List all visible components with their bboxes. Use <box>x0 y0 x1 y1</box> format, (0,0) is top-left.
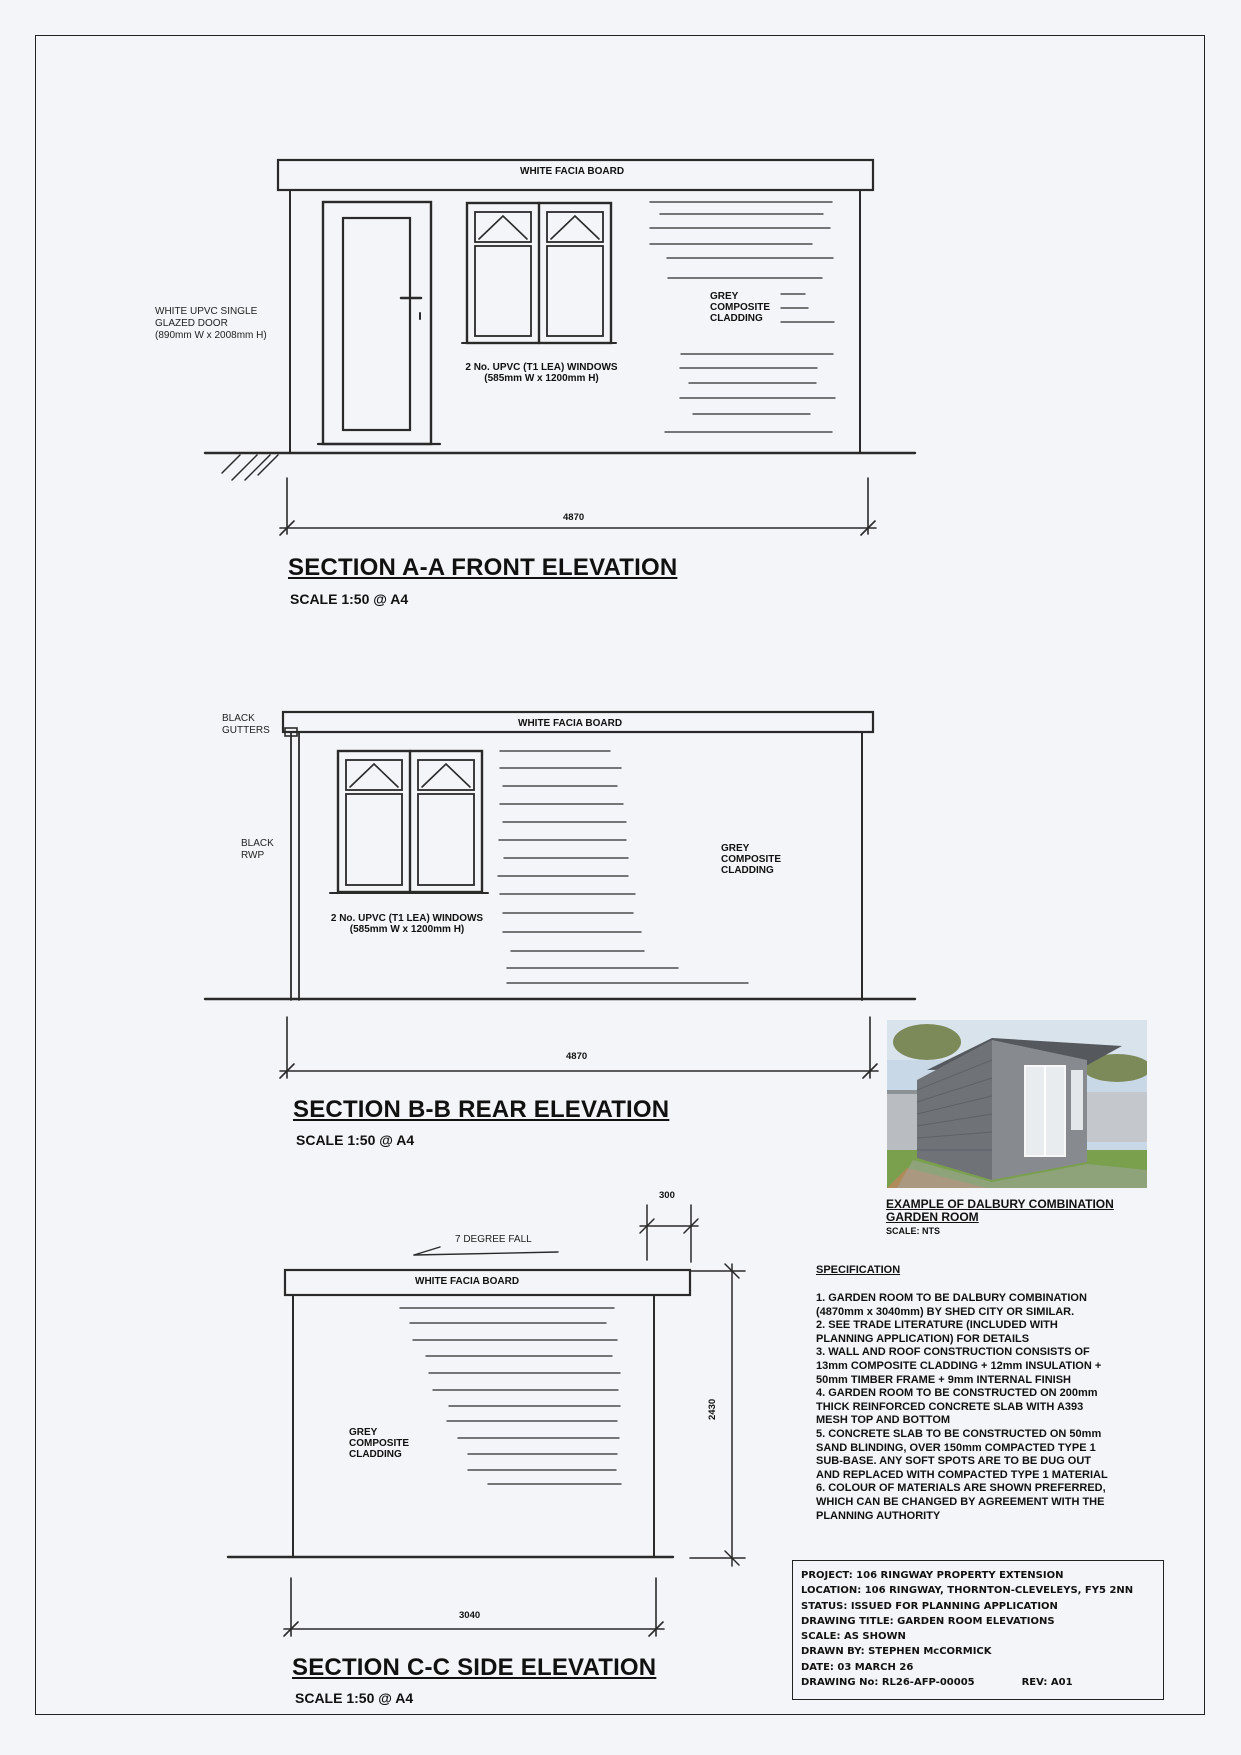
rear-cladding-label-line: GREY <box>721 843 750 854</box>
specification-line: (4870mm x 3040mm) BY SHED CITY OR SIMILAR. <box>816 1305 1075 1318</box>
garden-room-example-photo <box>887 1020 1147 1188</box>
overhang-dimension <box>640 1205 698 1262</box>
rear-elevation <box>205 712 915 1078</box>
specification-line: PLANNING AUTHORITY <box>816 1509 941 1522</box>
front-windows-label <box>459 362 624 384</box>
front-elevation-title: SECTION A-A FRONT ELEVATION <box>288 554 678 581</box>
rear-cladding-label-line: CLADDING <box>721 865 774 876</box>
side-dimension-line <box>284 1578 664 1636</box>
side-cladding-label <box>349 1427 409 1460</box>
front-windows-label-line: 2 No. UPVC (T1 LEA) WINDOWS <box>465 362 618 373</box>
front-windows-label-line: (585mm W x 1200mm H) <box>484 373 599 384</box>
title-block-drawing-title: DRAWING TITLE: GARDEN ROOM ELEVATIONS <box>801 1615 1055 1627</box>
title-block-status: STATUS: ISSUED FOR PLANNING APPLICATION <box>801 1600 1058 1612</box>
title-block <box>792 1560 1164 1700</box>
gutters-label-line: GUTTERS <box>222 725 270 736</box>
specification-line: 5. CONCRETE SLAB TO BE CONSTRUCTED ON 50mm <box>816 1427 1102 1440</box>
front-door-label-line: GLAZED DOOR <box>155 318 228 329</box>
rear-cladding-label <box>721 843 781 876</box>
gutters-label-line: BLACK <box>222 713 255 724</box>
front-door-label <box>155 306 267 342</box>
specification-line: SAND BLINDING, OVER 150mm COMPACTED TYPE 1 <box>816 1441 1096 1454</box>
rear-windows-label-line: (585mm W x 1200mm H) <box>349 924 465 935</box>
overhang-dimension-value: 300 <box>659 1190 675 1201</box>
example-caption-line: GARDEN ROOM <box>886 1210 979 1224</box>
specification-line: 2. SEE TRADE LITERATURE (INCLUDED WITH <box>816 1319 1058 1332</box>
title-block-drawn-by: DRAWN BY: STEPHEN McCORMICK <box>801 1646 992 1658</box>
title-block-scale: SCALE: AS SHOWN <box>801 1631 906 1643</box>
rear-windows-label <box>322 913 492 935</box>
specification-line: 4. GARDEN ROOM TO BE CONSTRUCTED ON 200mm <box>816 1387 1098 1400</box>
specification-list <box>816 1292 1108 1523</box>
side-cladding-lines <box>400 1308 621 1484</box>
side-elevation-scale: SCALE 1:50 @ A4 <box>295 1690 414 1706</box>
specification-line: THICK REINFORCED CONCRETE SLAB WITH A393 <box>816 1400 1084 1413</box>
front-cladding-label-line: COMPOSITE <box>710 302 771 313</box>
rwp-label <box>241 838 274 862</box>
example-scale: SCALE: NTS <box>886 1226 940 1236</box>
front-door-label-line: WHITE UPVC SINGLE <box>155 306 258 317</box>
example-caption <box>886 1198 1114 1224</box>
side-cladding-label-line: GREY <box>349 1427 378 1438</box>
specification-line: AND REPLACED WITH COMPACTED TYPE 1 MATERIAL <box>816 1468 1108 1481</box>
rear-cladding-label-line: COMPOSITE <box>721 854 782 865</box>
side-width-dimension: 3040 <box>459 1610 481 1621</box>
front-door <box>318 202 440 444</box>
front-windows <box>462 203 616 343</box>
rwp-label-line: BLACK <box>241 838 274 849</box>
side-elevation-title: SECTION C-C SIDE ELEVATION <box>292 1654 657 1681</box>
rear-windows <box>330 751 488 893</box>
front-cladding-label-line: CLADDING <box>710 313 763 324</box>
rear-elevation-scale: SCALE 1:50 @ A4 <box>296 1132 415 1148</box>
specification-line: PLANNING APPLICATION) FOR DETAILS <box>816 1332 1030 1345</box>
specification-title: SPECIFICATION <box>816 1264 901 1276</box>
title-block-location: LOCATION: 106 RINGWAY, THORNTON-CLEVELEYS, FY5 2NN <box>801 1585 1134 1597</box>
specification-line: 50mm TIMBER FRAME + 9mm INTERNAL FINISH <box>816 1373 1071 1386</box>
title-block-date: DATE: 03 MARCH 26 <box>801 1661 914 1673</box>
specification-line: MESH TOP AND BOTTOM <box>816 1414 951 1427</box>
side-fascia-label: WHITE FACIA BOARD <box>415 1276 520 1287</box>
example-caption-line: EXAMPLE OF DALBURY COMBINATION <box>886 1197 1114 1211</box>
fall-label: 7 DEGREE FALL <box>455 1234 532 1245</box>
front-fascia-label: WHITE FACIA BOARD <box>520 166 625 177</box>
title-block-drawing-number: DRAWING No: RL26-AFP-00005 <box>801 1677 975 1689</box>
rear-windows-label-line: 2 No. UPVC (T1 LEA) WINDOWS <box>330 913 484 924</box>
specification-line: WHICH CAN BE CHANGED BY AGREEMENT WITH THE <box>816 1495 1105 1508</box>
rear-cladding-lines <box>498 751 748 983</box>
ground-hatch <box>222 455 278 480</box>
front-door-label-line: (890mm W x 2008mm H) <box>155 330 267 341</box>
front-elevation-scale: SCALE 1:50 @ A4 <box>290 591 409 607</box>
specification-line: 1. GARDEN ROOM TO BE DALBURY COMBINATION <box>816 1292 1087 1304</box>
side-cladding-label-line: COMPOSITE <box>349 1438 410 1449</box>
title-block-revision: REV: A01 <box>1021 1677 1073 1689</box>
front-cladding-label <box>710 291 770 324</box>
title-block-project: PROJECT: 106 RINGWAY PROPERTY EXTENSION <box>801 1570 1064 1581</box>
front-cladding-label-line: GREY <box>710 291 739 302</box>
specification-line: SUB-BASE. ANY SOFT SPOTS ARE TO BE DUG OUT <box>816 1455 1092 1468</box>
rear-fascia-label: WHITE FACIA BOARD <box>518 718 623 729</box>
rear-width-dimension: 4870 <box>566 1051 588 1062</box>
height-dimension-value: 2430 <box>707 1398 718 1420</box>
specification-line: 3. WALL AND ROOF CONSTRUCTION CONSISTS OF <box>816 1346 1090 1359</box>
gutters-label <box>222 713 270 737</box>
title-block-drawing-number-row <box>801 1675 1155 1690</box>
rwp-label-line: RWP <box>241 850 265 861</box>
rear-dimension-line <box>280 1017 878 1078</box>
specification-line: 6. COLOUR OF MATERIALS ARE SHOWN PREFERRED, <box>816 1482 1106 1495</box>
side-elevation <box>228 1205 745 1636</box>
front-elevation <box>205 160 915 535</box>
rear-elevation-title: SECTION B-B REAR ELEVATION <box>293 1096 670 1123</box>
specification-line: 13mm COMPOSITE CLADDING + 12mm INSULATION + <box>816 1359 1102 1372</box>
side-cladding-label-line: CLADDING <box>349 1449 402 1460</box>
front-dimension-line <box>280 478 876 535</box>
fall-arrow <box>414 1247 558 1255</box>
front-width-dimension: 4870 <box>563 512 585 523</box>
